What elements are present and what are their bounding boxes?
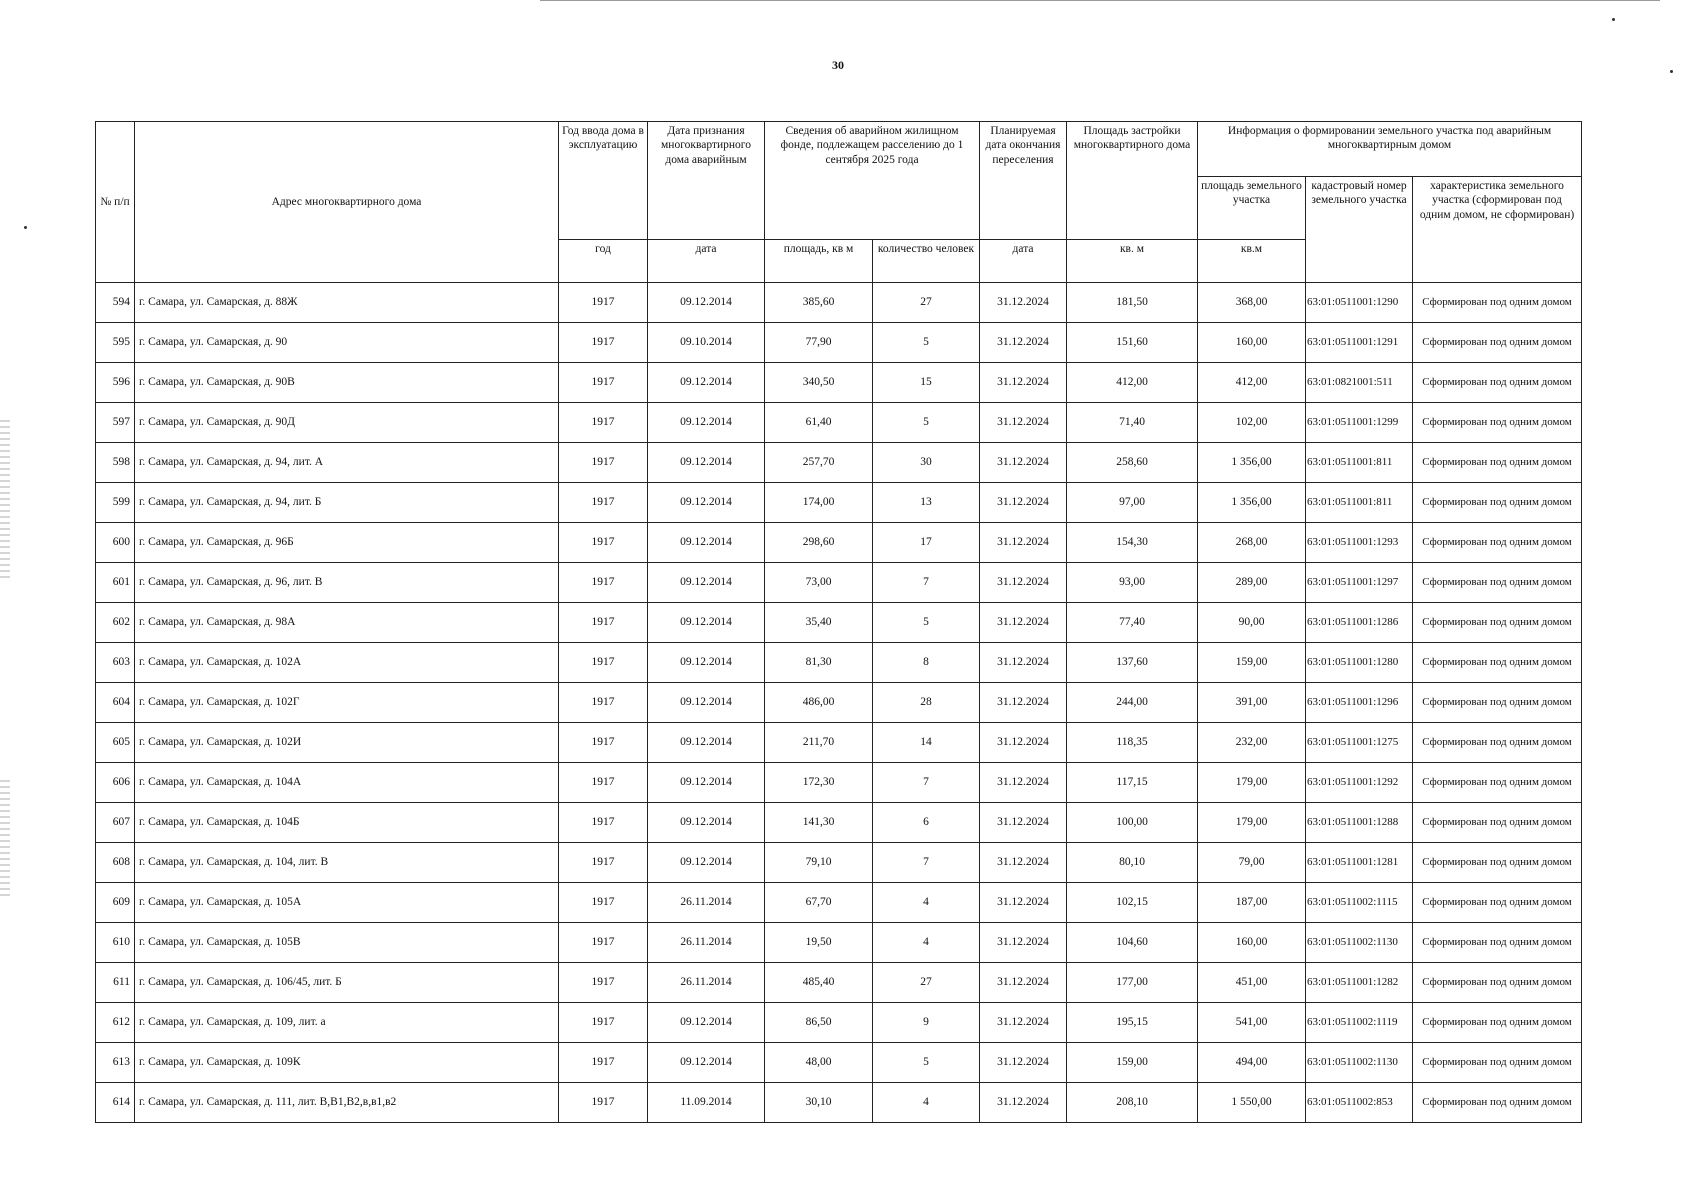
row-planned-date: 31.12.2024 — [980, 1003, 1067, 1043]
row-number: 611 — [96, 963, 135, 1003]
row-recognition-date: 09.12.2014 — [648, 1003, 765, 1043]
table-row — [96, 683, 1582, 723]
row-area: 77,90 — [765, 323, 873, 363]
row-recognition-date: 09.12.2014 — [648, 803, 765, 843]
row-address: г. Самара, ул. Самарская, д. 94, лит. А — [135, 443, 559, 483]
table-row — [96, 483, 1582, 523]
row-cadastral: 63:01:0511001:1293 — [1306, 523, 1413, 563]
row-planned-date: 31.12.2024 — [980, 363, 1067, 403]
header-unit-people: количество человек — [873, 240, 980, 283]
row-building-area: 195,15 — [1067, 1003, 1198, 1043]
row-area: 81,30 — [765, 643, 873, 683]
row-building-area: 71,40 — [1067, 403, 1198, 443]
row-planned-date: 31.12.2024 — [980, 483, 1067, 523]
row-building-area: 97,00 — [1067, 483, 1198, 523]
row-address: г. Самара, ул. Самарская, д. 96Б — [135, 523, 559, 563]
row-land-characteristic: Сформирован под одним домом — [1413, 563, 1582, 603]
row-number: 608 — [96, 843, 135, 883]
row-number: 610 — [96, 923, 135, 963]
row-land-area: 187,00 — [1198, 883, 1306, 923]
header-unit-area: площадь, кв м — [765, 240, 873, 283]
row-cadastral: 63:01:0511001:1299 — [1306, 403, 1413, 443]
row-land-area: 160,00 — [1198, 923, 1306, 963]
row-cadastral: 63:01:0511001:1280 — [1306, 643, 1413, 683]
row-planned-date: 31.12.2024 — [980, 403, 1067, 443]
row-building-area: 159,00 — [1067, 1043, 1198, 1083]
row-land-characteristic: Сформирован под одним домом — [1413, 1003, 1582, 1043]
row-number: 597 — [96, 403, 135, 443]
row-land-area: 160,00 — [1198, 323, 1306, 363]
row-year: 1917 — [559, 963, 648, 1003]
scan-artifact-line — [540, 0, 1660, 1]
row-cadastral: 63:01:0511001:1297 — [1306, 563, 1413, 603]
row-address: г. Самара, ул. Самарская, д. 109К — [135, 1043, 559, 1083]
table-row — [96, 523, 1582, 563]
row-recognition-date: 26.11.2014 — [648, 883, 765, 923]
header-unit-year: год — [559, 240, 648, 283]
row-address: г. Самара, ул. Самарская, д. 94, лит. Б — [135, 483, 559, 523]
row-people: 4 — [873, 883, 980, 923]
header-unit-date: дата — [648, 240, 765, 283]
row-people: 6 — [873, 803, 980, 843]
row-people: 15 — [873, 363, 980, 403]
row-year: 1917 — [559, 563, 648, 603]
table-row — [96, 763, 1582, 803]
row-number: 599 — [96, 483, 135, 523]
row-recognition-date: 09.12.2014 — [648, 443, 765, 483]
row-land-characteristic: Сформирован под одним домом — [1413, 803, 1582, 843]
row-land-area: 179,00 — [1198, 763, 1306, 803]
row-cadastral: 63:01:0511001:811 — [1306, 443, 1413, 483]
row-number: 598 — [96, 443, 135, 483]
row-land-characteristic: Сформирован под одним домом — [1413, 603, 1582, 643]
row-land-area: 1 356,00 — [1198, 443, 1306, 483]
row-land-characteristic: Сформирован под одним домом — [1413, 483, 1582, 523]
row-address: г. Самара, ул. Самарская, д. 102И — [135, 723, 559, 763]
row-area: 340,50 — [765, 363, 873, 403]
row-cadastral: 63:01:0511001:1296 — [1306, 683, 1413, 723]
row-building-area: 117,15 — [1067, 763, 1198, 803]
row-cadastral: 63:01:0511002:1119 — [1306, 1003, 1413, 1043]
row-building-area: 151,60 — [1067, 323, 1198, 363]
table-row — [96, 563, 1582, 603]
row-planned-date: 31.12.2024 — [980, 283, 1067, 323]
row-year: 1917 — [559, 403, 648, 443]
row-land-area: 90,00 — [1198, 603, 1306, 643]
row-number: 600 — [96, 523, 135, 563]
row-people: 13 — [873, 483, 980, 523]
row-cadastral: 63:01:0511002:1130 — [1306, 1043, 1413, 1083]
row-people: 28 — [873, 683, 980, 723]
header-building-area: Площадь застройки многоквартирного дома — [1067, 122, 1198, 240]
row-building-area: 118,35 — [1067, 723, 1198, 763]
header-land-info: Информация о формировании земельного участка под аварийным многоквартирным домом — [1198, 122, 1582, 177]
scan-speck — [1612, 18, 1615, 21]
row-area: 485,40 — [765, 963, 873, 1003]
row-people: 5 — [873, 1043, 980, 1083]
row-recognition-date: 26.11.2014 — [648, 963, 765, 1003]
row-land-characteristic: Сформирован под одним домом — [1413, 963, 1582, 1003]
row-people: 30 — [873, 443, 980, 483]
row-building-area: 154,30 — [1067, 523, 1198, 563]
row-cadastral: 63:01:0511001:1281 — [1306, 843, 1413, 883]
row-address: г. Самара, ул. Самарская, д. 90 — [135, 323, 559, 363]
row-people: 5 — [873, 403, 980, 443]
row-land-characteristic: Сформирован под одним домом — [1413, 443, 1582, 483]
row-building-area: 244,00 — [1067, 683, 1198, 723]
row-cadastral: 63:01:0511001:1290 — [1306, 283, 1413, 323]
row-land-area: 1 550,00 — [1198, 1083, 1306, 1123]
row-year: 1917 — [559, 1043, 648, 1083]
row-recognition-date: 09.12.2014 — [648, 523, 765, 563]
row-people: 27 — [873, 963, 980, 1003]
row-people: 7 — [873, 763, 980, 803]
table-row — [96, 723, 1582, 763]
row-cadastral: 63:01:0511001:811 — [1306, 483, 1413, 523]
row-people: 4 — [873, 923, 980, 963]
row-land-characteristic: Сформирован под одним домом — [1413, 923, 1582, 963]
row-cadastral: 63:01:0511001:1275 — [1306, 723, 1413, 763]
row-planned-date: 31.12.2024 — [980, 763, 1067, 803]
row-people: 8 — [873, 643, 980, 683]
row-address: г. Самара, ул. Самарская, д. 111, лит. В,В1,В2,в,в1,в2 — [135, 1083, 559, 1123]
row-planned-date: 31.12.2024 — [980, 643, 1067, 683]
table-row — [96, 803, 1582, 843]
table-row — [96, 923, 1582, 963]
row-planned-date: 31.12.2024 — [980, 563, 1067, 603]
row-planned-date: 31.12.2024 — [980, 803, 1067, 843]
row-recognition-date: 09.12.2014 — [648, 603, 765, 643]
row-planned-date: 31.12.2024 — [980, 523, 1067, 563]
row-address: г. Самара, ул. Самарская, д. 96, лит. В — [135, 563, 559, 603]
row-land-area: 289,00 — [1198, 563, 1306, 603]
row-land-area: 412,00 — [1198, 363, 1306, 403]
row-area: 19,50 — [765, 923, 873, 963]
row-number: 602 — [96, 603, 135, 643]
row-recognition-date: 09.10.2014 — [648, 323, 765, 363]
row-year: 1917 — [559, 603, 648, 643]
row-planned-date: 31.12.2024 — [980, 883, 1067, 923]
row-people: 5 — [873, 323, 980, 363]
row-recognition-date: 09.12.2014 — [648, 723, 765, 763]
row-land-characteristic: Сформирован под одним домом — [1413, 723, 1582, 763]
row-planned-date: 31.12.2024 — [980, 443, 1067, 483]
row-area: 174,00 — [765, 483, 873, 523]
row-people: 4 — [873, 1083, 980, 1123]
row-building-area: 177,00 — [1067, 963, 1198, 1003]
row-number: 606 — [96, 763, 135, 803]
row-planned-date: 31.12.2024 — [980, 963, 1067, 1003]
row-number: 607 — [96, 803, 135, 843]
table-body — [96, 283, 1582, 1123]
row-cadastral: 63:01:0511001:1282 — [1306, 963, 1413, 1003]
row-land-area: 368,00 — [1198, 283, 1306, 323]
row-address: г. Самара, ул. Самарская, д. 106/45, лит. Б — [135, 963, 559, 1003]
row-area: 486,00 — [765, 683, 873, 723]
row-year: 1917 — [559, 803, 648, 843]
row-recognition-date: 09.12.2014 — [648, 763, 765, 803]
row-cadastral: 63:01:0511001:1286 — [1306, 603, 1413, 643]
row-recognition-date: 26.11.2014 — [648, 923, 765, 963]
table-row — [96, 643, 1582, 683]
row-address: г. Самара, ул. Самарская, д. 109, лит. а — [135, 1003, 559, 1043]
row-year: 1917 — [559, 523, 648, 563]
row-building-area: 100,00 — [1067, 803, 1198, 843]
table-row — [96, 1083, 1582, 1123]
row-people: 7 — [873, 563, 980, 603]
row-cadastral: 63:01:0511001:1288 — [1306, 803, 1413, 843]
header-address: Адрес многоквартирного дома — [135, 122, 559, 283]
row-year: 1917 — [559, 923, 648, 963]
row-year: 1917 — [559, 643, 648, 683]
page-number: 30 — [832, 58, 844, 72]
table-row — [96, 1003, 1582, 1043]
row-building-area: 102,15 — [1067, 883, 1198, 923]
row-area: 172,30 — [765, 763, 873, 803]
row-number: 612 — [96, 1003, 135, 1043]
row-recognition-date: 09.12.2014 — [648, 1043, 765, 1083]
row-cadastral: 63:01:0511002:853 — [1306, 1083, 1413, 1123]
scan-edge-noise — [0, 420, 10, 580]
row-building-area: 208,10 — [1067, 1083, 1198, 1123]
row-recognition-date: 09.12.2014 — [648, 403, 765, 443]
row-building-area: 137,60 — [1067, 643, 1198, 683]
row-area: 298,60 — [765, 523, 873, 563]
row-year: 1917 — [559, 723, 648, 763]
row-recognition-date: 09.12.2014 — [648, 683, 765, 723]
header-land-area: площадь земельного участка — [1198, 177, 1306, 240]
row-land-characteristic: Сформирован под одним домом — [1413, 1043, 1582, 1083]
row-address: г. Самара, ул. Самарская, д. 105А — [135, 883, 559, 923]
row-area: 79,10 — [765, 843, 873, 883]
row-year: 1917 — [559, 763, 648, 803]
row-area: 61,40 — [765, 403, 873, 443]
row-land-characteristic: Сформирован под одним домом — [1413, 403, 1582, 443]
row-year: 1917 — [559, 443, 648, 483]
row-address: г. Самара, ул. Самарская, д. 88Ж — [135, 283, 559, 323]
row-land-characteristic: Сформирован под одним домом — [1413, 1083, 1582, 1123]
header-unit-date2: дата — [980, 240, 1067, 283]
header-year-in-service: Год ввода дома в эксплуатацию — [559, 122, 648, 240]
row-planned-date: 31.12.2024 — [980, 723, 1067, 763]
row-people: 5 — [873, 603, 980, 643]
row-area: 73,00 — [765, 563, 873, 603]
row-number: 601 — [96, 563, 135, 603]
scan-speck — [24, 226, 27, 229]
row-land-characteristic: Сформирован под одним домом — [1413, 283, 1582, 323]
row-address: г. Самара, ул. Самарская, д. 102Г — [135, 683, 559, 723]
table-row — [96, 323, 1582, 363]
row-number: 604 — [96, 683, 135, 723]
row-recognition-date: 09.12.2014 — [648, 563, 765, 603]
row-planned-date: 31.12.2024 — [980, 843, 1067, 883]
row-year: 1917 — [559, 683, 648, 723]
row-recognition-date: 09.12.2014 — [648, 843, 765, 883]
row-area: 385,60 — [765, 283, 873, 323]
row-address: г. Самара, ул. Самарская, д. 105В — [135, 923, 559, 963]
row-year: 1917 — [559, 323, 648, 363]
row-area: 67,70 — [765, 883, 873, 923]
row-number: 614 — [96, 1083, 135, 1123]
table-row — [96, 963, 1582, 1003]
row-land-characteristic: Сформирован под одним домом — [1413, 763, 1582, 803]
row-area: 35,40 — [765, 603, 873, 643]
row-cadastral: 63:01:0821001:511 — [1306, 363, 1413, 403]
row-number: 594 — [96, 283, 135, 323]
row-land-area: 232,00 — [1198, 723, 1306, 763]
row-land-characteristic: Сформирован под одним домом — [1413, 643, 1582, 683]
row-planned-date: 31.12.2024 — [980, 323, 1067, 363]
scan-speck — [1670, 70, 1673, 73]
table-row — [96, 283, 1582, 323]
row-address: г. Самара, ул. Самарская, д. 104, лит. В — [135, 843, 559, 883]
row-land-characteristic: Сформирован под одним домом — [1413, 323, 1582, 363]
row-address: г. Самара, ул. Самарская, д. 104Б — [135, 803, 559, 843]
row-land-area: 179,00 — [1198, 803, 1306, 843]
table-row — [96, 603, 1582, 643]
row-land-area: 268,00 — [1198, 523, 1306, 563]
row-planned-date: 31.12.2024 — [980, 923, 1067, 963]
row-building-area: 104,60 — [1067, 923, 1198, 963]
row-recognition-date: 09.12.2014 — [648, 643, 765, 683]
row-address: г. Самара, ул. Самарская, д. 90В — [135, 363, 559, 403]
row-year: 1917 — [559, 483, 648, 523]
row-land-characteristic: Сформирован под одним домом — [1413, 523, 1582, 563]
row-land-area: 102,00 — [1198, 403, 1306, 443]
table-row — [96, 403, 1582, 443]
header-emergency-fund: Сведения об аварийном жилищном фонде, подлежащем расселению до 1 сентября 2025 года — [765, 122, 980, 240]
row-number: 596 — [96, 363, 135, 403]
row-land-characteristic: Сформирован под одним домом — [1413, 843, 1582, 883]
header-land-characteristic: характеристика земельного участка (сформирован под одним домом, не сформирован) — [1413, 177, 1582, 283]
row-year: 1917 — [559, 363, 648, 403]
header-recognition-date: Дата признания многоквартирного дома аварийным — [648, 122, 765, 240]
row-address: г. Самара, ул. Самарская, д. 90Д — [135, 403, 559, 443]
emergency-housing-table — [95, 121, 1582, 1123]
row-building-area: 181,50 — [1067, 283, 1198, 323]
header-cadastral: кадастровый номер земельного участка — [1306, 177, 1413, 283]
row-recognition-date: 09.12.2014 — [648, 283, 765, 323]
row-area: 30,10 — [765, 1083, 873, 1123]
row-land-characteristic: Сформирован под одним домом — [1413, 883, 1582, 923]
row-land-characteristic: Сформирован под одним домом — [1413, 363, 1582, 403]
header-unit-sqm2: кв.м — [1198, 240, 1306, 283]
table-row — [96, 1043, 1582, 1083]
row-building-area: 258,60 — [1067, 443, 1198, 483]
row-address: г. Самара, ул. Самарская, д. 102А — [135, 643, 559, 683]
row-recognition-date: 09.12.2014 — [648, 483, 765, 523]
row-land-area: 494,00 — [1198, 1043, 1306, 1083]
table-row — [96, 843, 1582, 883]
row-year: 1917 — [559, 283, 648, 323]
row-people: 14 — [873, 723, 980, 763]
row-number: 609 — [96, 883, 135, 923]
row-area: 141,30 — [765, 803, 873, 843]
row-building-area: 77,40 — [1067, 603, 1198, 643]
row-people: 17 — [873, 523, 980, 563]
header-planned-date: Планируемая дата окончания переселения — [980, 122, 1067, 240]
row-area: 86,50 — [765, 1003, 873, 1043]
row-year: 1917 — [559, 883, 648, 923]
table-row — [96, 363, 1582, 403]
table-row — [96, 883, 1582, 923]
row-cadastral: 63:01:0511002:1130 — [1306, 923, 1413, 963]
row-area: 48,00 — [765, 1043, 873, 1083]
row-building-area: 93,00 — [1067, 563, 1198, 603]
row-area: 257,70 — [765, 443, 873, 483]
row-cadastral: 63:01:0511002:1115 — [1306, 883, 1413, 923]
row-land-area: 79,00 — [1198, 843, 1306, 883]
row-number: 613 — [96, 1043, 135, 1083]
row-people: 9 — [873, 1003, 980, 1043]
row-recognition-date: 11.09.2014 — [648, 1083, 765, 1123]
row-recognition-date: 09.12.2014 — [648, 363, 765, 403]
row-building-area: 412,00 — [1067, 363, 1198, 403]
row-land-area: 1 356,00 — [1198, 483, 1306, 523]
row-land-area: 159,00 — [1198, 643, 1306, 683]
row-building-area: 80,10 — [1067, 843, 1198, 883]
row-year: 1917 — [559, 843, 648, 883]
row-land-area: 391,00 — [1198, 683, 1306, 723]
row-land-characteristic: Сформирован под одним домом — [1413, 683, 1582, 723]
row-planned-date: 31.12.2024 — [980, 603, 1067, 643]
row-number: 595 — [96, 323, 135, 363]
row-land-area: 541,00 — [1198, 1003, 1306, 1043]
scan-edge-noise — [0, 780, 10, 900]
row-address: г. Самара, ул. Самарская, д. 104А — [135, 763, 559, 803]
row-planned-date: 31.12.2024 — [980, 683, 1067, 723]
row-number: 605 — [96, 723, 135, 763]
row-cadastral: 63:01:0511001:1291 — [1306, 323, 1413, 363]
row-planned-date: 31.12.2024 — [980, 1043, 1067, 1083]
row-area: 211,70 — [765, 723, 873, 763]
row-address: г. Самара, ул. Самарская, д. 98А — [135, 603, 559, 643]
header-number: № п/п — [96, 122, 135, 283]
table-row — [96, 443, 1582, 483]
header-unit-sqm: кв. м — [1067, 240, 1198, 283]
row-land-area: 451,00 — [1198, 963, 1306, 1003]
row-year: 1917 — [559, 1003, 648, 1043]
row-people: 7 — [873, 843, 980, 883]
row-year: 1917 — [559, 1083, 648, 1123]
row-people: 27 — [873, 283, 980, 323]
row-cadastral: 63:01:0511001:1292 — [1306, 763, 1413, 803]
row-number: 603 — [96, 643, 135, 683]
row-planned-date: 31.12.2024 — [980, 1083, 1067, 1123]
